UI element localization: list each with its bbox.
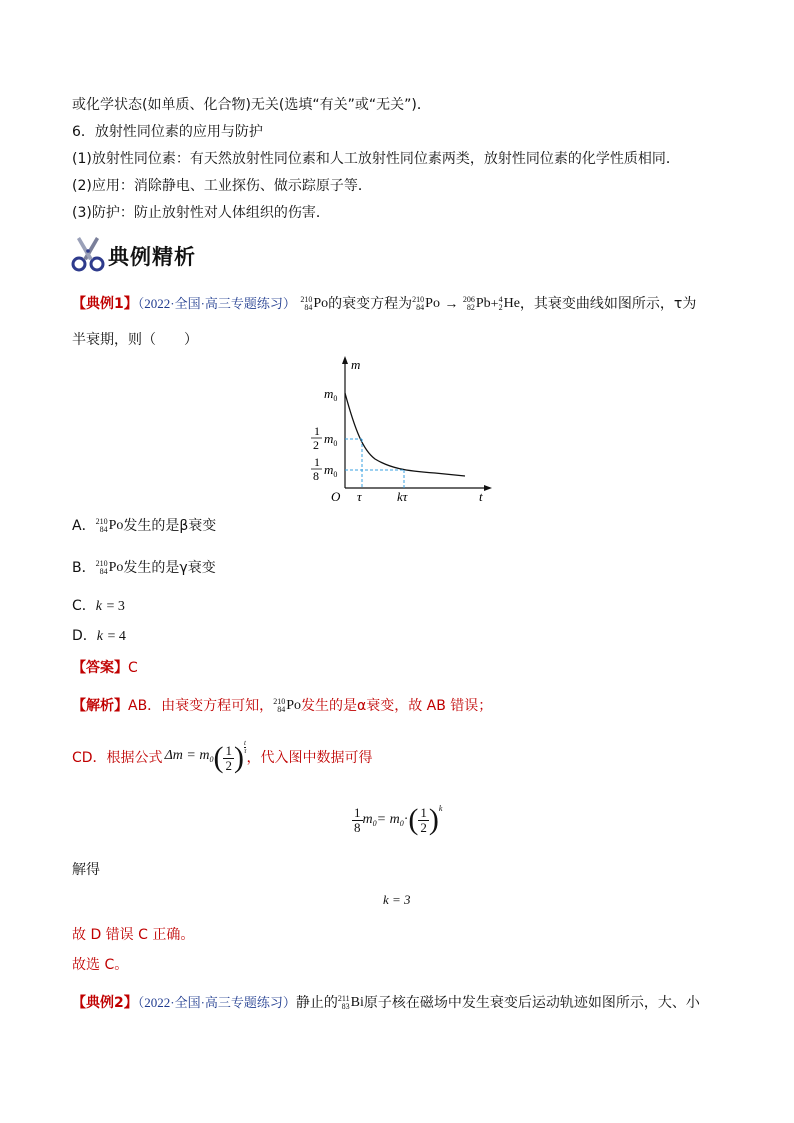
text-line: (1)放射性同位素：有天然放射性同位素和人工放射性同位素两类，放射性同位素的化学性质相同． — [72, 151, 680, 167]
nuclide-po: 210 84 Po — [412, 295, 440, 312]
decay-curve-figure — [305, 355, 515, 505]
option-c: C．k = 3 — [72, 598, 125, 614]
nuclide-po: 210 84 Po — [95, 517, 124, 534]
analysis-choice: 故选 C。 — [72, 957, 129, 973]
eighth-m0-label: $m_0$ — [324, 462, 338, 479]
half-num: 1 — [314, 424, 320, 438]
half-den: 2 — [313, 438, 319, 452]
example2-tag: 【典例2】 — [72, 995, 138, 1011]
text-line: 或化学状态(如单质、化合物)无关(选填“有关”或“无关”)． — [72, 97, 431, 113]
analysis-cd: CD．根据公式 $\Delta m = m_0$ ( $\frac{1}{2}$ ) t τ ，代入图中数据可得 — [72, 739, 373, 774]
option-b: B． 210 84 Po 发生的是γ衰变 — [72, 559, 216, 576]
example2-stem: 【典例2】（2022·全国·高三专题练习）静止的 211 83 Bi 原子核在磁场中发生衰变后运动轨迹如图所示，大、小 — [72, 994, 700, 1011]
analysis-conclusion: 故 D 错误 C 正确。 — [72, 927, 195, 943]
analysis-tag: 【解析】 — [72, 698, 128, 714]
formula-delta-m: $\Delta m = m_0$ — [164, 748, 214, 764]
section-heading: 6．放射性同位素的应用与防护 — [72, 124, 263, 140]
formula-exponent: t τ — [243, 739, 247, 755]
solve-label: 解得 — [72, 862, 100, 878]
y-axis-label: m — [351, 357, 361, 372]
nuclide-po: 210 84 Po — [300, 295, 329, 312]
eq-right-frac: $\frac{1}{2}$ — [420, 804, 427, 835]
m0-label: $m_0$ — [324, 386, 338, 403]
formula-half-frac: $\frac{1}{2}$ — [225, 742, 232, 773]
option-a: A． 210 84 Po 发生的是β衰变 — [72, 517, 217, 534]
banner-title: 典例精析 — [108, 245, 196, 269]
half-m0-label: $m_0$ — [324, 431, 338, 448]
analysis-ab: 【解析】AB．由衰变方程可知， 210 84 Po 发生的是α衰变，故 AB 错误； — [72, 697, 493, 714]
eighth-den: 8 — [313, 469, 319, 483]
x-axis-label: t — [479, 489, 483, 504]
example2-source: （2022·全国·高三专题练习） — [137, 995, 296, 1010]
example1-tag: 【典例1】 — [72, 296, 138, 312]
nuclide-po: 210 84 Po — [95, 559, 124, 576]
example1-stem-cont: 半衰期，则（ ） — [72, 332, 198, 348]
option-d: D．k = 4 — [72, 628, 126, 644]
x-axis-arrow — [484, 485, 492, 491]
answer-line — [72, 658, 138, 678]
equation-decay: $\frac{1}{8}$ $m_0$ = $m_0$ · ( $\frac{1}{2}$ ) k — [354, 803, 443, 836]
k-result: k = 3 — [383, 892, 411, 907]
text-line: (3)防护：防止放射性对人体组织的伤害． — [72, 205, 330, 221]
nuclide-he: 4 2 He — [498, 295, 520, 312]
eighth-num: 1 — [314, 455, 320, 469]
decay-curve — [345, 393, 465, 476]
nuclide-pb: 206 82 Pb — [462, 295, 491, 312]
nuclide-po: 210 84 Po — [273, 697, 301, 714]
example1-stem: 【典例1】（2022·全国·高三专题练习） 210 84 Po 的衰变方程为 210 84 Po → 206 82 Pb + 4 2 He ，其衰变曲线如图所示，τ为 — [72, 295, 697, 312]
tau-label: τ — [357, 489, 362, 504]
answer-tag: 【答案】 — [72, 660, 128, 676]
y-axis-arrow — [342, 356, 348, 364]
ktau-label: kτ — [397, 489, 408, 504]
text-line: (2)应用：消除静电、工业探伤、做示踪原子等． — [72, 178, 372, 194]
answer-value: C — [128, 660, 138, 676]
example1-source: （2022·全国·高三专题练习） — [137, 296, 296, 311]
eq-left-frac: $\frac{1}{8}$ — [354, 804, 361, 835]
nuclide-bi: 211 83 Bi — [337, 994, 364, 1011]
scissors-icon — [70, 233, 108, 273]
origin-label: O — [331, 489, 341, 504]
